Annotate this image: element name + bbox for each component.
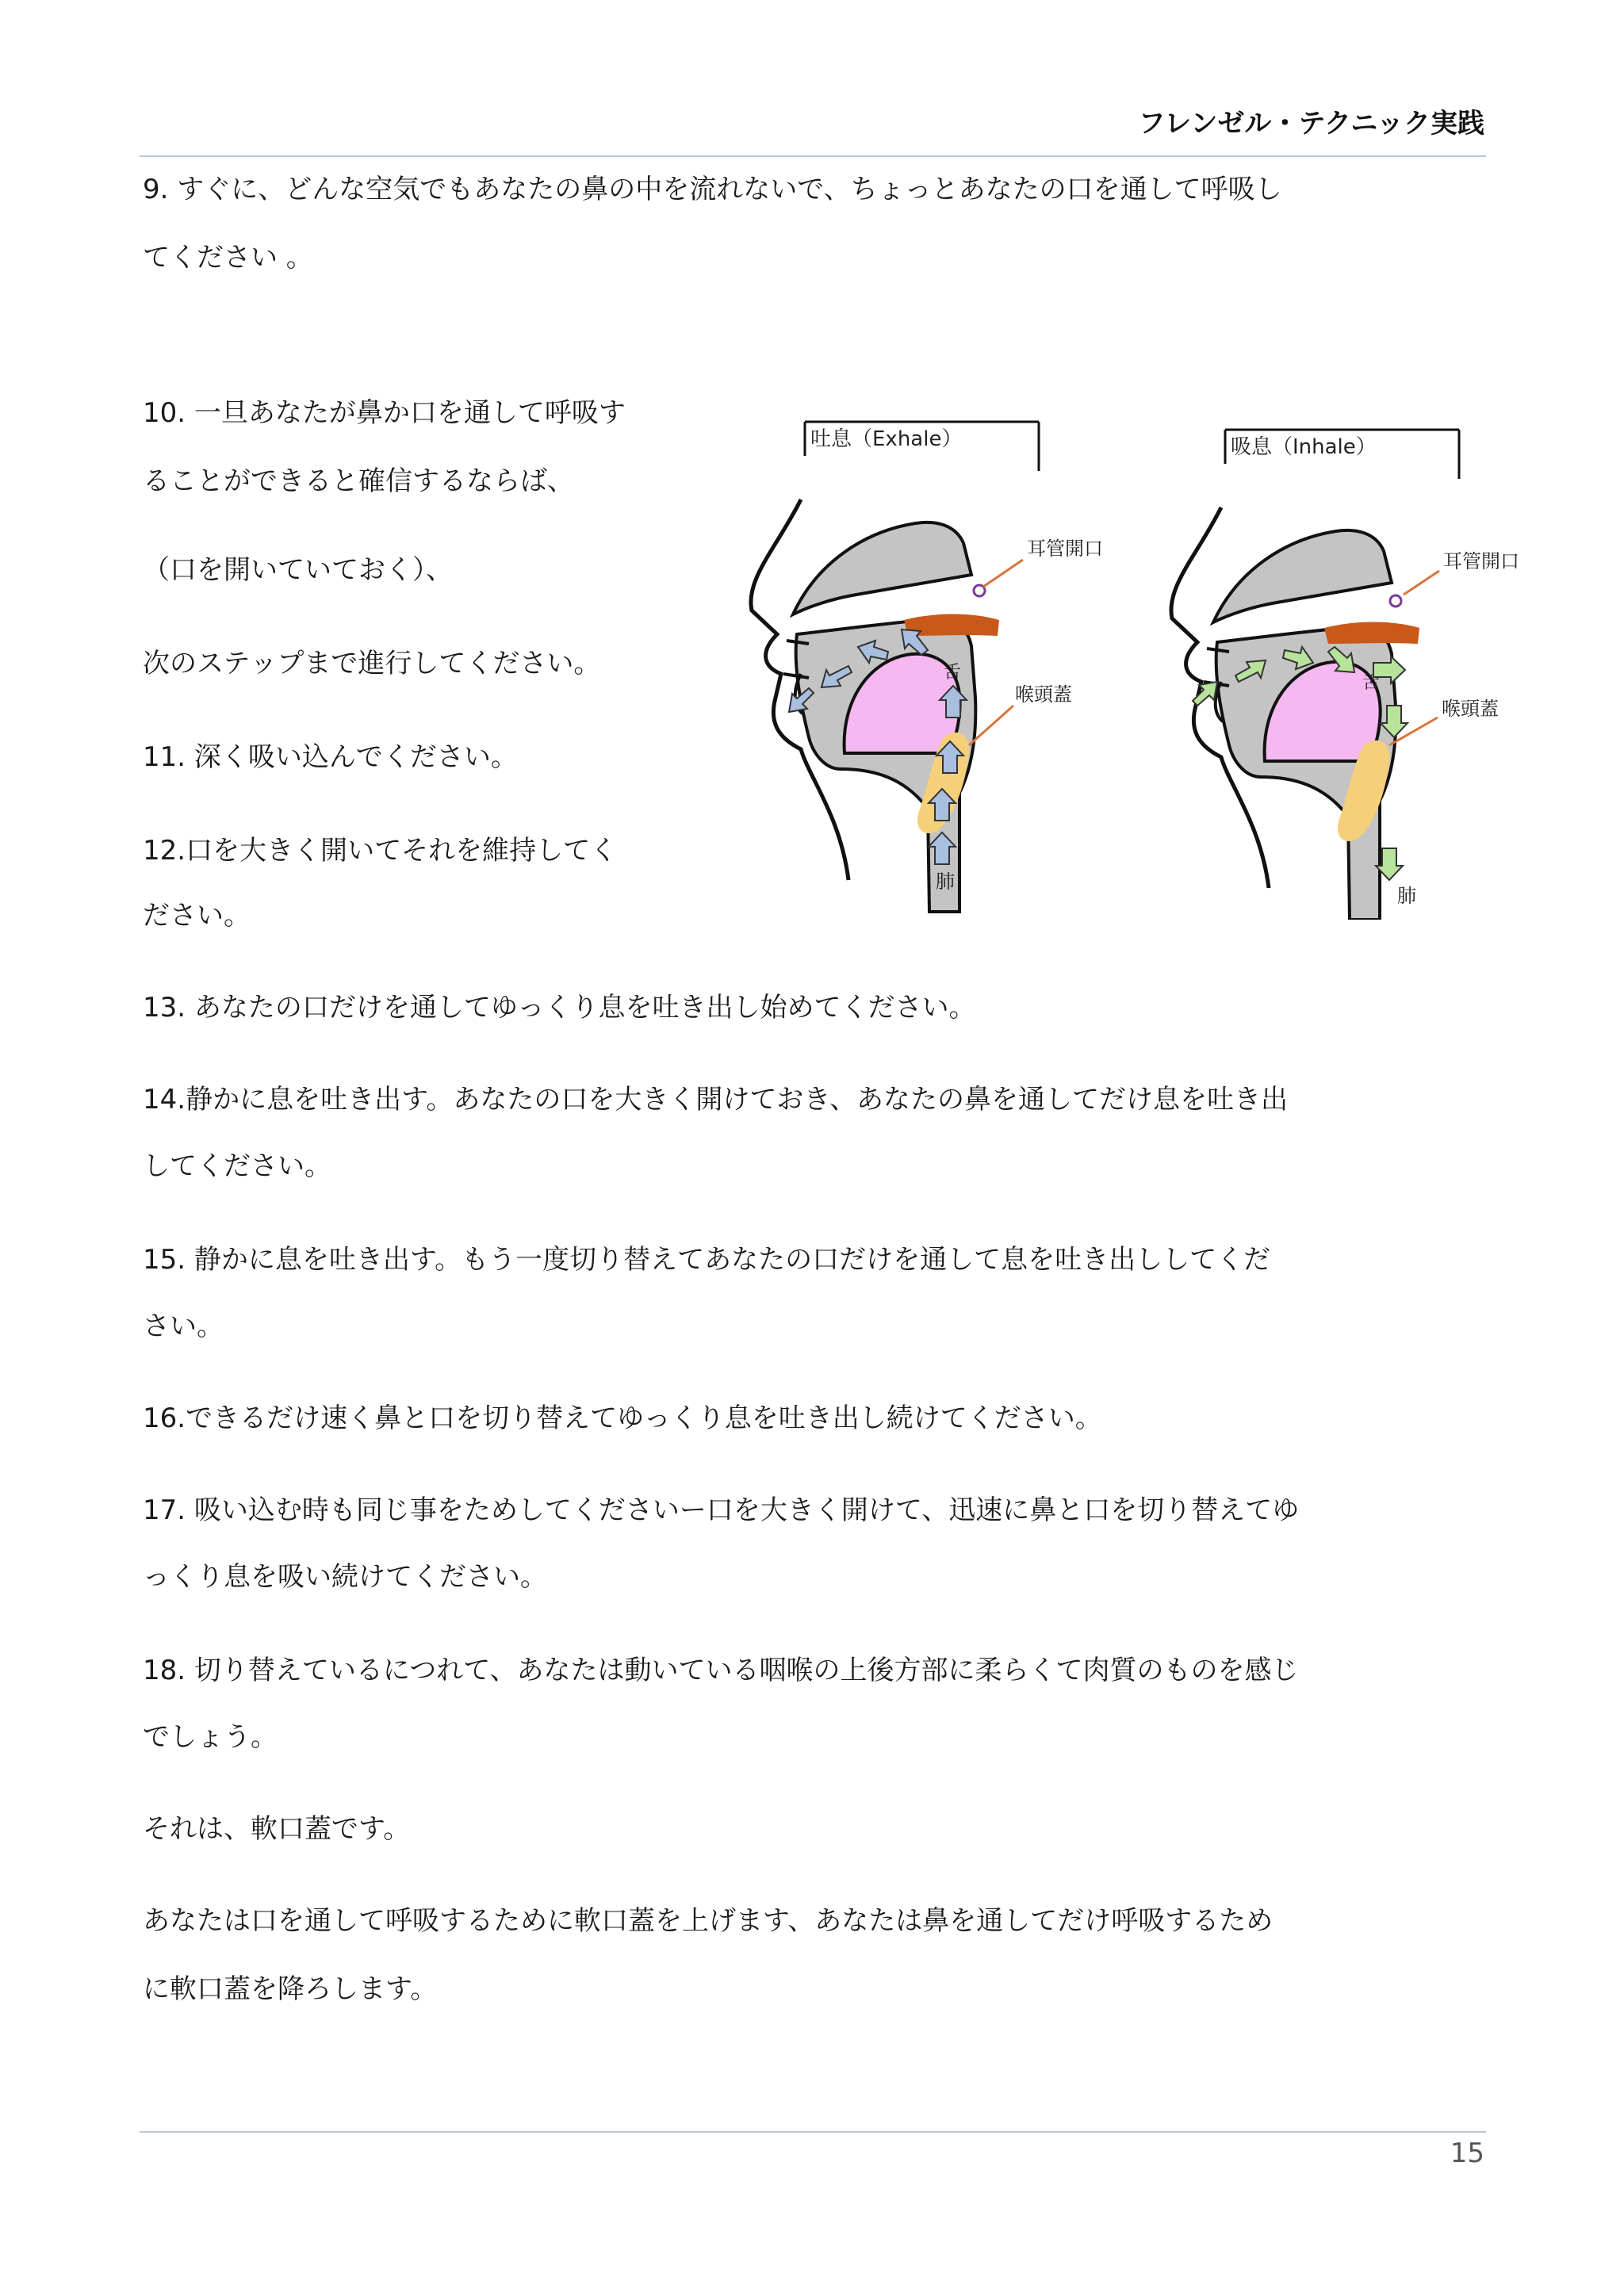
paragraph-9-line1: 9. すぐに、どんな空気でもあなたの鼻の中を流れないで、ちょっとあなたの口を通して呼吸し xyxy=(143,174,1282,205)
paragraph-9-line2: てください 。 xyxy=(143,242,313,274)
paragraph-18-line2: でしょう。 xyxy=(143,1721,278,1753)
paragraph-18-line1: 18. 切り替えているにつれて、あなたは動いている咽喉の上後方部に柔らくて肉質のものを感じ xyxy=(143,1655,1299,1686)
paragraph-17-line1: 17. 吸い込む時も同じ事をためしてくださいー口を大きく開けて、迅速に鼻と口を切り替えてゆ xyxy=(143,1494,1300,1526)
inhale-title: 吸息（Inhale） xyxy=(1231,435,1377,459)
paragraph-final-line1: あなたは口を通して呼吸するために軟口蓋を上げます、あなたは鼻を通してだけ呼吸するため xyxy=(143,1905,1274,1937)
breathing-anatomy-figure xyxy=(737,396,1570,920)
paragraph-11: 11. 深く吸い込んでください。 xyxy=(143,741,518,773)
paragraph-15-line2: さい。 xyxy=(143,1311,224,1342)
exhale-label-epiglottis: 喉頭蓋 xyxy=(1015,683,1072,706)
inhale-label-tongue: 舌 xyxy=(1362,673,1381,693)
paragraph-10-line4: 次のステップまで進行してください。 xyxy=(143,648,601,679)
exhale-label-tongue: 舌 xyxy=(944,663,962,683)
paragraph-10-line1: 10. 一旦あなたが鼻か口を通して呼吸す xyxy=(143,397,626,429)
page-number: 15 xyxy=(1450,2137,1484,2169)
inhale-label-epiglottis: 喉頭蓋 xyxy=(1442,698,1499,720)
exhale-title: 吐息（Exhale） xyxy=(810,427,963,451)
paragraph-14-line2: してください。 xyxy=(143,1150,331,1182)
paragraph-15-line1: 15. 静かに息を吐き出す。もう一度切り替えてあなたの口だけを通して息を吐き出ししてくだ xyxy=(143,1244,1271,1276)
page-header-title: フレンゼル・テクニック実践 xyxy=(1138,108,1484,140)
paragraph-final-line2: に軟口蓋を降ろします。 xyxy=(143,1973,438,2005)
exhale-label-lung: 肺 xyxy=(936,871,955,893)
inhale-label-lung: 肺 xyxy=(1397,885,1416,907)
soft-palate-inhale xyxy=(1324,622,1419,645)
paragraph-13: 13. あなたの口だけを通してゆっくり息を吐き出し始めてください。 xyxy=(143,992,976,1024)
inhale-label-ear: 耳管開口 xyxy=(1443,550,1519,572)
paragraph-soft-palate: それは、軟口蓋です。 xyxy=(143,1813,411,1845)
paragraph-10-line3: （口を開いていておく）、 xyxy=(143,554,453,586)
paragraph-17-line2: っくり息を吸い続けてください。 xyxy=(143,1561,547,1593)
paragraph-16: 16.できるだけ速く鼻と口を切り替えてゆっくり息を吐き出し続けてください。 xyxy=(143,1402,1102,1434)
paragraph-12-line1: 12.口を大きく開いてそれを維持してく xyxy=(143,835,618,867)
paragraph-14-line1: 14.静かに息を吐き出す。あなたの口を大きく開けておき、あなたの鼻を通してだけ息を吐き出 xyxy=(143,1084,1288,1115)
paragraph-12-line2: ださい。 xyxy=(143,900,251,932)
exhale-label-ear: 耳管開口 xyxy=(1027,538,1103,560)
paragraph-10-line2: ることができると確信するならば、 xyxy=(143,465,574,497)
footer-divider xyxy=(140,2131,1486,2133)
